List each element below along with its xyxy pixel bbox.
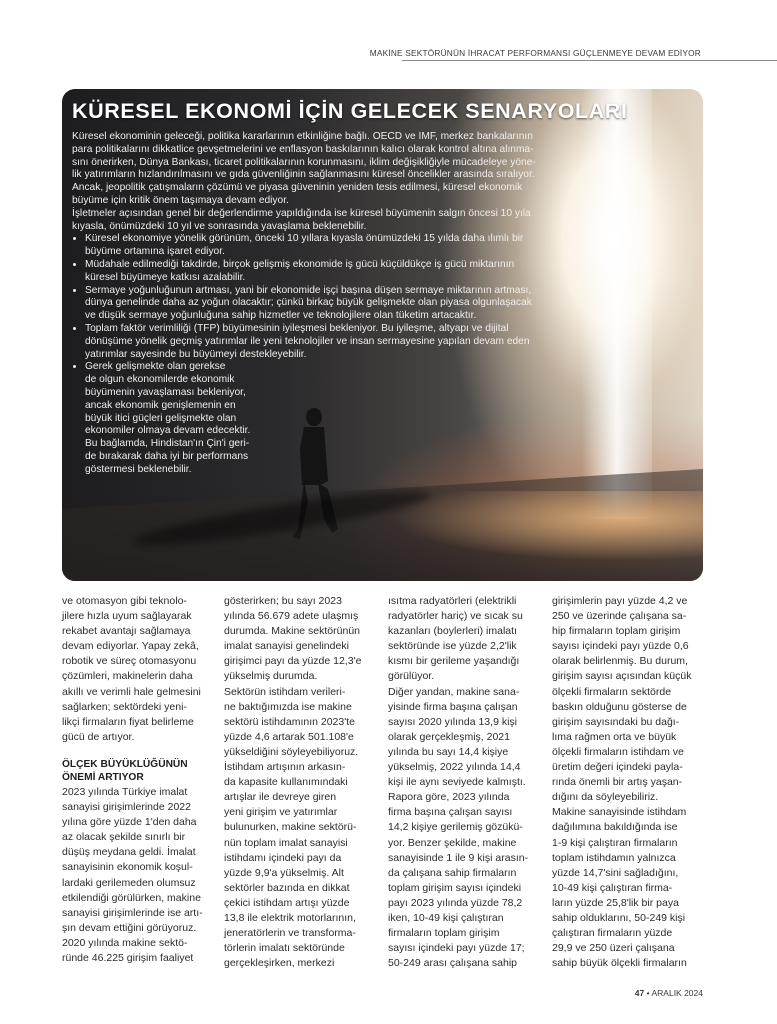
section-subhead: ÖLÇEK BÜYÜKLÜĞÜNÜN ÖNEMİ ARTIYOR	[62, 758, 188, 784]
header-rule	[402, 60, 777, 61]
issue-date: ARALIK 2024	[651, 988, 703, 998]
text-column-3	[388, 594, 534, 971]
paragraph: Sektörün istihdam verileri- ne baktığımızda ise makine sektörü istihdamının 2023'te yüzde 4,6 artarak 501.108'e yükseldiğini söyleyebiliyoruz. İstihdam artışının arkasın- da kapasite kullanımındaki artışlar ile devreye giren yeni girişim ve yatırımlar bulunurken, makine sektörü- nün toplam imalat sanayisi istihdamı içindeki payı da yüzde 9,9'a yükselmiş. Alt sektörler bazında en dikkat çekici istihdam artışı yüzde 13,8 ile elektrik motorlarının, jeneratörlerin ve transforma- törlerin imalatı sektöründe gerçekleşirken, merkezi	[224, 685, 359, 970]
hero-bullet: • Sermaye yoğunluğunun artması, yani bir ekonomide işçi başına düşen sermaye miktarının artması, dünya genelinde daha az yoğun olacaktır; çünkü birkaç büyük gelişmekte olan piyasa olgunlaşacak ve düşük sermaye yoğunluğuna sahip hizmetler ve teknolojilere olan tüketim artacaktır.	[85, 285, 602, 323]
hero-bullet: • Gerek gelişmekte olan gerekse de olgun ekonomilerde ekonomik büyümenin yavaşlaması bekleniyor, ancak ekonomik genişlemenin en büyük itici güçleri gelişmekte olan ekonomiler olmaya devam edecektir. Bu bağlamda, Hindistan'ın Çin'i geri- de bırakarak daha iyi bir performans göstermesi beklenebilir.	[85, 361, 280, 476]
hero-second-paragraph: İşletmeler açısından genel bir değerlendirme yapıldığında ise küresel büyümenin salgın öncesi 10 yıla kıyasla, önümüzdeki 10 yıl ve sonrasında yavaşlama beklenebilir.	[72, 207, 531, 232]
page-number: 47	[634, 988, 645, 998]
hero-text	[72, 131, 602, 477]
paragraph: Makine sanayisinde istihdam dağılımına bakıldığında ise 1-9 kişi çalıştıran firmaların toplam istihdamın yalnızca yüzde 14,7'sini sağladığını, 10-49 kişi çalıştıran firma- ların yüzde 25,8'lik bir paya sahip olduklarını, 50-249 kişi çalıştıran firmaların yüzde 29,9 ve 250 üzeri çalışana sahip büyük ölçekli firmaların	[552, 806, 687, 970]
paragraph: gösterirken; bu sayı 2023 yılında 56.679 adete ulaşmış durumda. Makine sektörünün imalat sanayisi genelindeki girişimci payı da yüzde 12,3'e yükselmiş durumda.	[224, 595, 362, 683]
paragraph: Diğer yandan, makine sana- yisinde firma başına çalışan sayısı 2020 yılında 13,9 kişi olarak gerçekleşmiş, 2021 yılında bu sayı 14,4 kişiye yükselmiş, 2022 yılında 14,4 kişi ile aynı seviyede kalmıştı. Rapora göre, 2023 yılında firma başına çalışan sayısı 14,2 kişiye gerilemiş gözükü- yor. Benzer şekilde, makine sanayisinde 1 ile 9 kişi arasın- da çalışana sahip firmaların toplam girişim sayısı içindeki payı 2023 yılında yüzde 78,2 iken, 10-49 kişi çalıştıran firmaların toplam girişim sayısı içindeki payı yüzde 17; 50-249 arası çalışana sahip	[388, 685, 529, 970]
hero-light-glow	[392, 491, 703, 561]
hero-bullet: • Müdahale edilmediği takdirde, birçok gelişmiş ekonomide iş gücü küçüldükçe iş gücü miktarının küresel büyümeye katkısı azalabilir.	[85, 259, 602, 285]
paragraph: 2023 yılında Türkiye imalat sanayisi girişimlerinde 2022 yılına göre yüzde 1'den daha az olacak şekilde sınırlı bir düşüş meydana geldi. İmalat sanayisinin ekonomik koşul- lardaki gerilemeden olumsuz etkilendiği görülürken, makine sanayisi girişimlerinde ise artı- şın devam ettiğini görüyoruz. 2020 yılında makine sektö- ründe 46.225 girişim faaliyet	[62, 785, 203, 964]
paragraph: ısıtma radyatörleri (elektrikli radyatörler hariç) ve sıcak su kazanları (boylerleri) imalatı sektöründe ise yüzde 2,2'lik kısmı bir gerileme yaşandığı görülüyor.	[388, 595, 523, 683]
text-column-4	[552, 594, 698, 971]
folio-separator: •	[646, 988, 650, 998]
paragraph: girişimlerin payı yüzde 4,2 ve 250 ve üzerinde çalışana sa- hip firmaların toplam girişim sayısı içindeki payı yüzde 0,6 olarak belirlenmiş. Bu durum, girişim sayısı açısından küçük ölçekli firmaların sektörde baskın olduğunu gösterse de girişim sayısındaki bu dağı- lıma rağmen orta ve büyük ölçekli firmaların istihdam ve üretim değeri içindeki payla- rında önemli bir artış yaşan- dığını da söyleyebiliriz.	[552, 595, 692, 804]
text-column-2	[224, 594, 370, 971]
running-head: MAKİNE SEKTÖRÜNÜN İHRACAT PERFORMANSI GÜÇLENMEYE DEVAM EDİYOR	[369, 48, 701, 58]
hero-box	[62, 89, 703, 581]
hero-bullet: • Küresel ekonomiye yönelik görünüm, önceki 10 yıllara kıyasla önümüzdeki 15 yılda daha ılımlı bir büyüme ortamına işaret ediyor.	[85, 233, 602, 259]
hero-intro: Küresel ekonominin geleceği, politika kararlarının etkinliğine bağlı. OECD ve IMF, merkez bankalarının para politikalarını dikkatlice gevşetmelerini ve enflasyon baskılarının kalıcı olarak kontrol altına alınma- sını önerirken, Dünya Bankası, ticaret politikalarının korunmasını, iklim değişikliğiyle mücadeleye yöne- lik yatırımların hızlandırılmasını ve gıda güvenliğinin sağlanmasını küresel öncelikler arasında sıralıyor. Ancak, jeopolitik çatışmaların çözümü ve piyasa güveninin yeniden tesis edilmesi, küresel ekonomik büyüme için kritik önem taşımaya devam ediyor.	[72, 131, 536, 206]
hero-bullet-list	[72, 233, 602, 476]
paragraph: ve otomasyon gibi teknolo- jilere hızla uyum sağlayarak rekabet avantajı sağlamaya devam ediyorlar. Yapay zekâ, robotik ve süreç otomasyonu çözümleri, makinelerin daha akıllı ve verimli hale gelmesini sağlarken; sektördeki yeni- likçi firmaların fiyat belirleme gücü de artıyor.	[62, 595, 201, 743]
hero-bullet: • Toplam faktör verimliliği (TFP) büyümesinin iyileşmesi bekleniyor. Bu iyileşme, altyapı ve dijital dönüşüme yönelik geçmiş yatırımlar ile yeni teknolojiler ve insan sermayesine yapılan devam eden yatırımlar sayesinde bu büyümeyi destekleyebilir.	[85, 323, 602, 361]
hero-title: KÜRESEL EKONOMİ İÇİN GELECEK SENARYOLARI	[72, 99, 628, 123]
text-column-1	[62, 594, 208, 966]
page-folio	[635, 988, 703, 998]
